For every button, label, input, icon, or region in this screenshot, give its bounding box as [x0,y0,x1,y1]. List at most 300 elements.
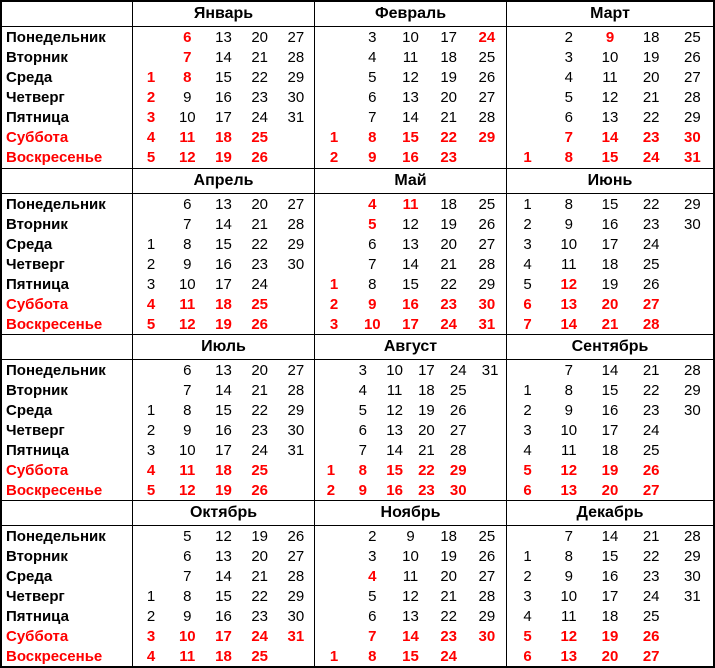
date-cell: 22 [251,68,269,86]
date-cell-holiday: 5 [368,215,377,233]
month-day-row [133,47,314,67]
date-cell: 4 [368,48,377,66]
date-cell: 17 [215,275,232,293]
month-day-row [507,420,713,440]
weekday-label: Среда [6,401,53,419]
date-cell: 30 [684,401,701,419]
month-day-row [507,27,713,47]
date-cell: 22 [251,587,269,605]
date-cell: 15 [601,195,619,213]
month-day-row [315,128,506,148]
date-cell-holiday: 13 [560,481,578,499]
date-cell-holiday: 19 [601,461,619,479]
date-cell-holiday: 11 [402,195,419,213]
date-cell-holiday: 5 [146,481,156,499]
date-cell: 3 [146,275,156,293]
date-cell: 3 [523,587,532,605]
month-day-row [507,294,713,314]
date-cell-empty [315,194,353,214]
date-cell: 28 [287,215,305,233]
date-cell: 1 [146,401,156,419]
date-cell: 26 [478,215,496,233]
weekday-label: Четверг [6,421,65,439]
date-cell-empty [468,646,506,666]
weekday-label: Понедельник [6,361,106,379]
date-cell: 30 [684,567,701,585]
date-cell-holiday: 8 [358,461,367,479]
month-day-row [507,606,713,626]
month-day-row [315,400,506,420]
date-cell: 20 [642,68,660,86]
date-cell-holiday: 1 [146,68,156,86]
date-cell: 12 [215,527,232,545]
month-day-row [315,380,506,400]
date-cell: 23 [642,567,660,585]
date-cell-holiday: 2 [326,481,336,499]
date-cell-empty [315,254,353,274]
date-cell: 23 [642,215,660,233]
date-cell: 27 [287,195,305,213]
date-cell: 8 [564,381,573,399]
date-cell: 17 [418,361,435,379]
date-cell: 10 [402,547,419,565]
date-cell-empty [672,294,713,314]
weekday-label: Четверг [6,255,65,273]
date-cell: 14 [601,361,619,379]
date-cell-holiday: 2 [329,149,339,167]
date-cell: 7 [183,215,192,233]
date-cell-holiday: 26 [251,149,269,167]
date-cell: 12 [402,68,419,86]
date-cell-holiday: 2 [146,88,156,106]
weekday-label: Пятница [6,441,69,459]
date-cell: 1 [523,547,532,565]
month-block [132,335,314,500]
date-cell: 27 [478,235,496,253]
month-day-row [507,566,713,586]
date-cell: 18 [642,28,660,46]
date-cell: 21 [251,48,269,66]
date-cell: 29 [478,275,496,293]
month-title: Июль [133,335,314,360]
date-cell: 4 [523,607,532,625]
date-cell: 27 [478,567,496,585]
date-cell-holiday: 27 [642,647,660,665]
date-cell: 28 [684,88,701,106]
date-cell-holiday: 11 [179,647,196,665]
date-cell-holiday: 13 [560,295,578,313]
weekday-column [2,335,132,500]
month-day-row [133,254,314,274]
month-day-row [315,566,506,586]
month-day-row [133,148,314,168]
date-cell: 9 [564,215,573,233]
date-cell-holiday: 6 [183,28,192,46]
date-cell-empty [278,314,314,334]
date-cell: 24 [251,441,269,459]
date-cell: 3 [146,441,156,459]
date-cell-holiday: 14 [402,627,419,645]
date-cell-holiday: 30 [684,129,701,147]
date-cell-holiday: 18 [215,647,232,665]
date-cell: 10 [560,235,578,253]
date-cell: 3 [564,48,573,66]
date-cell-holiday: 20 [601,647,619,665]
date-cell: 29 [684,195,701,213]
weekday-label: Вторник [6,48,68,66]
month-block [132,2,314,168]
date-cell: 7 [368,255,377,273]
date-cell: 19 [440,68,458,86]
date-cell: 12 [402,587,419,605]
date-cell-holiday: 23 [440,295,458,313]
date-cell-holiday: 3 [329,315,339,333]
month-day-row [315,108,506,128]
date-cell: 6 [183,195,192,213]
date-cell: 27 [478,88,496,106]
date-cell-empty [278,294,314,314]
date-cell: 19 [440,547,458,565]
date-cell: 28 [449,441,467,459]
month-day-row [133,360,314,380]
date-cell: 16 [601,401,619,419]
date-cell-empty [672,314,713,334]
date-cell-holiday: 1 [329,129,339,147]
date-cell-holiday: 24 [251,627,269,645]
date-cell-empty [315,360,347,380]
month-day-row [133,440,314,460]
month-day-row [133,460,314,480]
month-day-row [133,606,314,626]
month-day-row [315,480,506,500]
date-cell: 27 [287,547,305,565]
date-cell: 29 [684,547,701,565]
date-cell-holiday: 4 [146,129,156,147]
date-cell: 15 [601,381,619,399]
date-cell: 1 [523,381,532,399]
date-cell: 9 [564,567,573,585]
weekday-label: Среда [6,567,53,585]
date-cell-holiday: 3 [146,109,156,127]
month-day-row [315,87,506,107]
date-cell: 15 [215,68,232,86]
date-cell: 17 [601,421,619,439]
date-cell-empty [507,27,548,47]
month-day-row [507,194,713,214]
weekday-header-empty [2,169,132,194]
month-day-row [315,234,506,254]
date-cell-holiday: 31 [287,627,305,645]
date-cell-holiday: 25 [251,129,269,147]
date-cell-empty [278,460,314,480]
date-cell-holiday: 12 [178,315,196,333]
date-cell-empty [315,380,347,400]
weekday-label: Пятница [6,275,69,293]
date-cell-holiday: 30 [449,481,467,499]
date-cell: 28 [478,109,496,127]
date-cell-holiday: 6 [523,647,532,665]
month-day-row [507,234,713,254]
date-cell: 14 [402,255,419,273]
month-day-row [133,294,314,314]
date-cell: 30 [287,88,305,106]
date-cell: 3 [368,547,377,565]
date-cell: 26 [449,401,467,419]
date-cell-empty [315,108,353,128]
date-cell: 13 [402,607,419,625]
date-cell: 31 [287,109,305,127]
date-cell: 11 [561,255,577,273]
month-day-row [507,67,713,87]
date-cell: 20 [440,88,458,106]
date-cell: 21 [418,441,435,459]
month-block [314,2,506,168]
date-cell-holiday: 2 [329,295,339,313]
month-day-row [133,314,314,334]
date-cell-holiday: 26 [251,481,269,499]
date-cell: 22 [642,109,660,127]
date-cell: 25 [478,48,496,66]
month-title: Декабрь [507,501,713,526]
date-cell-empty [507,47,548,67]
month-day-row [507,314,713,334]
date-cell: 21 [251,567,269,585]
date-cell: 6 [368,235,377,253]
date-cell: 25 [449,381,467,399]
month-day-row [507,646,713,666]
date-cell-holiday: 9 [368,295,377,313]
date-cell: 7 [564,361,573,379]
date-cell-holiday: 7 [183,48,192,66]
date-cell-holiday: 18 [215,461,232,479]
date-cell: 15 [402,275,419,293]
month-day-row [133,480,314,500]
date-cell-empty [507,360,548,380]
date-cell: 8 [564,547,573,565]
date-cell: 29 [287,587,305,605]
weekday-label: Вторник [6,547,68,565]
date-cell-holiday: 20 [601,295,619,313]
date-cell: 11 [602,68,618,86]
month-day-row [315,67,506,87]
date-cell: 5 [523,275,532,293]
date-cell-holiday: 4 [368,195,377,213]
date-cell-holiday: 29 [478,129,496,147]
month-block [132,169,314,334]
date-cell: 14 [215,48,232,66]
date-cell: 28 [684,527,701,545]
month-day-row [315,274,506,294]
month-block [506,169,713,334]
date-cell-empty [133,47,169,67]
date-cell: 17 [440,28,458,46]
date-cell: 5 [368,68,377,86]
date-cell-empty [133,526,169,546]
month-day-row [133,108,314,128]
date-cell-empty [315,234,353,254]
month-day-row [133,566,314,586]
month-day-row [315,194,506,214]
date-cell-empty [133,27,169,47]
weekday-label: Воскресенье [6,149,103,167]
date-cell-empty [507,526,548,546]
date-cell: 30 [684,215,701,233]
date-cell: 16 [601,215,619,233]
date-cell-empty [133,566,169,586]
date-cell-holiday: 14 [560,315,578,333]
date-cell: 11 [402,48,419,66]
month-day-row [133,626,314,646]
date-cell: 25 [684,28,701,46]
month-day-row [507,274,713,294]
date-cell-holiday: 19 [601,627,619,645]
date-cell: 17 [601,235,619,253]
date-cell-empty [315,606,353,626]
date-cell: 31 [287,441,305,459]
date-cell-empty [474,460,506,480]
date-cell-holiday: 5 [146,315,156,333]
date-cell: 2 [146,607,156,625]
date-cell: 8 [183,587,192,605]
date-cell: 29 [684,381,701,399]
date-cell: 13 [601,109,619,127]
weekday-column [2,169,132,334]
date-cell-holiday: 19 [215,481,232,499]
date-cell: 8 [564,195,573,213]
date-cell: 24 [449,361,467,379]
date-cell-holiday: 27 [642,295,660,313]
date-cell-holiday: 11 [179,295,196,313]
month-title: Август [315,335,506,360]
date-cell-holiday: 7 [523,315,532,333]
date-cell: 12 [601,88,619,106]
month-day-row [507,254,713,274]
month-day-row [315,27,506,47]
date-cell: 21 [440,587,458,605]
date-cell-holiday: 17 [215,627,232,645]
weekday-header-empty [2,335,132,360]
date-cell: 1 [523,195,532,213]
date-cell: 26 [684,48,701,66]
month-day-row [315,586,506,606]
month-day-row [133,400,314,420]
month-day-row [315,294,506,314]
date-cell: 6 [183,361,192,379]
date-cell-holiday: 12 [560,627,578,645]
date-cell: 20 [251,195,269,213]
date-cell-holiday: 5 [146,149,156,167]
month-day-row [315,420,506,440]
date-cell: 16 [215,88,232,106]
month-title: Сентябрь [507,335,713,360]
date-cell-empty [672,440,713,460]
date-cell: 17 [215,109,232,127]
date-cell-holiday: 12 [560,275,578,293]
date-cell: 9 [183,88,192,106]
date-cell-empty [315,526,353,546]
date-cell-holiday: 26 [251,315,269,333]
weekday-label: Понедельник [6,527,106,545]
date-cell-empty [507,67,548,87]
date-cell: 27 [287,28,305,46]
date-cell-holiday: 25 [251,295,269,313]
date-cell: 7 [183,567,192,585]
date-cell-empty [474,420,506,440]
date-cell: 22 [440,607,458,625]
date-cell-holiday: 17 [402,315,419,333]
date-cell-holiday: 5 [523,461,532,479]
weekday-label: Четверг [6,88,65,106]
date-cell: 20 [418,421,435,439]
month-block [506,501,713,666]
date-cell-empty [315,420,347,440]
date-cell-empty [315,546,353,566]
date-cell-holiday: 31 [478,315,496,333]
month-day-row [507,108,713,128]
weekday-label: Вторник [6,381,68,399]
month-block [314,501,506,666]
date-cell-empty [672,480,713,500]
date-cell-holiday: 8 [183,68,192,86]
date-cell-holiday: 20 [601,481,619,499]
date-cell-holiday: 18 [215,295,232,313]
month-block [314,169,506,334]
date-cell: 10 [386,361,403,379]
date-cell-holiday: 16 [402,295,419,313]
weekday-label: Суббота [6,461,69,479]
date-cell: 13 [215,361,232,379]
date-cell: 4 [358,381,367,399]
weekday-column [2,501,132,666]
month-day-row [315,646,506,666]
date-cell-holiday: 23 [418,481,435,499]
date-cell: 14 [215,381,232,399]
date-cell-holiday: 1 [329,275,339,293]
weekday-label: Суббота [6,627,69,645]
date-cell-holiday: 9 [358,481,367,499]
month-day-row [315,606,506,626]
date-cell-empty [468,148,506,168]
date-cell: 27 [684,68,701,86]
weekday-label: Среда [6,68,53,86]
date-cell-holiday: 7 [564,129,573,147]
date-cell-empty [315,27,353,47]
date-cell: 5 [183,527,192,545]
date-cell: 2 [523,567,532,585]
date-cell-holiday: 4 [368,567,377,585]
date-cell: 24 [642,587,660,605]
date-cell: 14 [386,441,403,459]
weekday-header-empty [2,501,132,526]
date-cell-holiday: 27 [642,481,660,499]
date-cell: 21 [642,361,660,379]
month-day-row [507,546,713,566]
month-title: Февраль [315,2,506,27]
date-cell: 23 [251,255,269,273]
month-title: Апрель [133,169,314,194]
month-day-row [315,360,506,380]
date-cell: 12 [402,215,419,233]
date-cell-empty [315,47,353,67]
date-cell: 4 [523,255,532,273]
date-cell-holiday: 12 [560,461,578,479]
weekday-label: Воскресенье [6,647,103,665]
date-cell: 9 [183,421,192,439]
date-cell-holiday: 14 [601,129,619,147]
date-cell-empty [315,87,353,107]
date-cell: 18 [440,527,458,545]
date-cell: 18 [440,48,458,66]
